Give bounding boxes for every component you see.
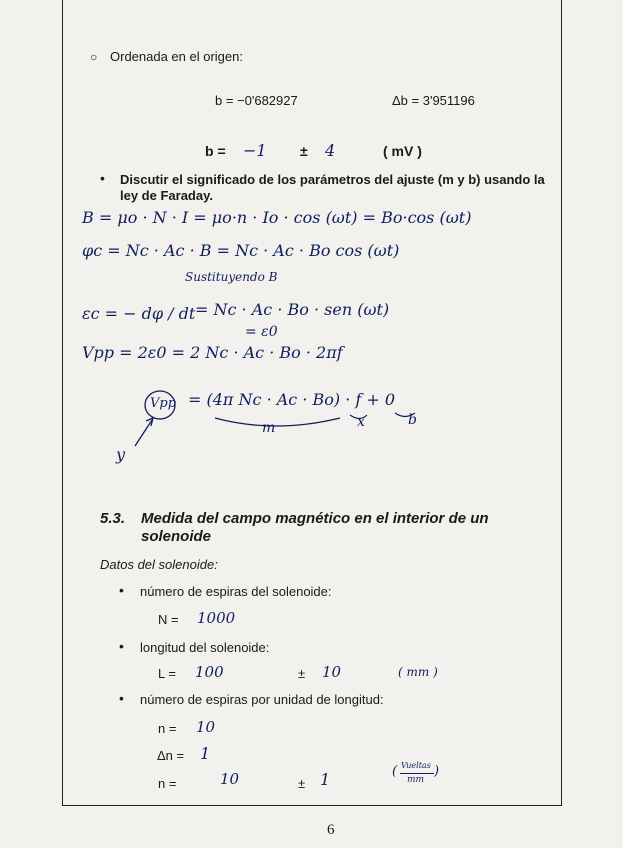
hollow-bullet-icon: ○ — [90, 50, 98, 64]
n2-pm: ± — [298, 776, 306, 791]
handwritten-line-2-note: Sustituyendo B — [185, 270, 278, 284]
section-number: 5.3. — [100, 510, 126, 527]
N-value: 1000 — [197, 609, 236, 627]
vpp-label-circled: Vpp — [150, 396, 177, 411]
bullet-3-text: número de espiras por unidad de longitud: — [140, 692, 384, 707]
handwritten-line-3c: = ε0 — [245, 324, 278, 340]
handwritten-line-1: B = μo · N · I = μo·n · Io · cos (ωt) = Bo·cos (ωt) — [82, 208, 472, 227]
handwritten-line-2: φc = Nc · Ac · B = Nc · Ac · Bo cos (ωt) — [82, 241, 400, 260]
discuss-text-line-1: Discutir el significado de los parámetros del ajuste (m y b) usando la — [120, 172, 545, 187]
bullet-icon: • — [100, 170, 105, 186]
b-error: 4 — [325, 141, 336, 160]
n2-unit-paren-close: ) — [434, 764, 440, 779]
page-frame-left — [62, 0, 63, 805]
L-value: 100 — [195, 663, 224, 681]
n2-unit-paren-open: ( — [392, 764, 398, 779]
bullet-icon: • — [119, 690, 124, 706]
handwritten-line-3b: = Nc · Ac · Bo · sen (ωt) — [195, 300, 390, 319]
n2-unit-fraction-bar — [400, 773, 434, 774]
handwritten-line-3a: εc = − dφ / dt — [82, 304, 196, 323]
page-frame-right — [561, 0, 562, 805]
section-title-line-1: Medida del campo magnético en el interior de un — [141, 510, 489, 527]
L-error: 10 — [322, 663, 342, 681]
label-m: m — [262, 420, 276, 436]
label-x: x — [357, 414, 365, 430]
bullet-icon: • — [119, 582, 124, 598]
label-b: b — [408, 412, 417, 428]
b-value-line: b = −0'682927 — [215, 93, 298, 108]
delta-n-value: 1 — [200, 744, 211, 763]
bullet-1-text: número de espiras del solenoide: — [140, 584, 332, 599]
L-label: L = — [158, 666, 176, 681]
delta-n-label: Δn = — [157, 748, 185, 763]
L-unit: ( mm ) — [398, 665, 438, 679]
n2-error: 1 — [320, 770, 331, 789]
n2-value: 10 — [220, 770, 240, 788]
discuss-text-line-2: ley de Faraday. — [120, 188, 213, 203]
L-pm: ± — [298, 666, 306, 681]
page-frame-bottom — [62, 805, 562, 806]
bullet-2-text: longitud del solenoide: — [140, 640, 270, 655]
n2-label: n = — [158, 776, 177, 791]
b-value: −1 — [243, 141, 267, 160]
N-label: N = — [158, 612, 179, 627]
b-unit: ( mV ) — [383, 143, 422, 159]
handwritten-line-4: Vpp = 2ε0 = 2 Nc · Ac · Bo · 2πf — [82, 343, 343, 362]
n-label: n = — [158, 721, 177, 736]
b-label: b = — [205, 143, 226, 159]
datos-label: Datos del solenoide: — [100, 557, 218, 572]
delta-b-line: Δb = 3'951196 — [392, 93, 475, 108]
n-value: 10 — [196, 718, 216, 736]
bullet-icon: • — [119, 638, 124, 654]
n2-unit-numerator: Vueltas — [401, 761, 431, 770]
section-title-line-2: solenoide — [141, 528, 212, 545]
sub-bullet-ordenada: Ordenada en el origen: — [110, 49, 243, 64]
b-pm: ± — [300, 143, 308, 159]
handwritten-line-5: = (4π Nc · Ac · Bo) · f + 0 — [188, 390, 396, 409]
page-number: 6 — [327, 822, 335, 838]
label-y: y — [116, 445, 126, 464]
n2-unit-denominator: mm — [407, 775, 425, 785]
